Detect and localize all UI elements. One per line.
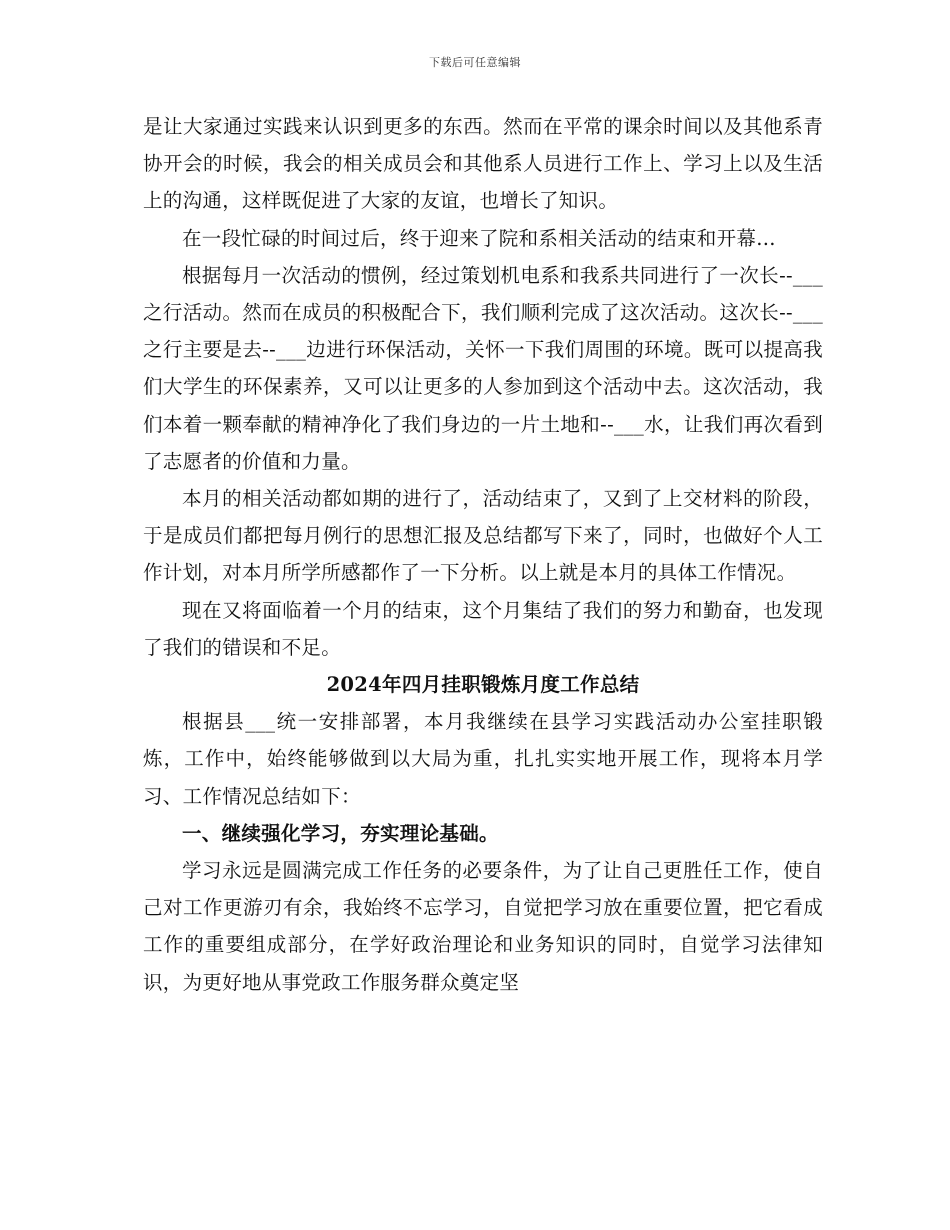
- paragraph-materials-submission: 本月的相关活动都如期的进行了，活动结束了，又到了上交材料的阶段，于是成员们都把每月例行的思想汇报及总结都写下来了，同时，也做好个人工作计划，对本月所学所感都作了一下分析。以上就是本月的具体工作情况。: [143, 487, 823, 585]
- paragraph-continuation: 是让大家通过实践来认识到更多的东西。然而在平常的课余时间以及其他系青协开会的时候，我会的相关成员会和其他系人员进行工作上、学习上以及生活上的沟通，这样既促进了大家的友谊，也增长了知识。: [143, 115, 823, 213]
- paragraph-activity-opening: 在一段忙碌的时间过后，终于迎来了院和系相关活动的结束和开幕...: [182, 226, 776, 250]
- paragraph-intro: 根据县___统一安排部署，本月我继续在县学习实践活动办公室挂职锻炼，工作中，始终能够做到以大局为重，扎扎实实地开展工作，现将本月学习、工作情况总结如下：: [143, 710, 823, 808]
- subheading-study: 一、继续强化学习，夯实理论基础。: [182, 821, 499, 845]
- document-body: [143, 108, 823, 1001]
- page-header-note: 下载后可任意编辑: [429, 56, 521, 69]
- section-title: 2024年四月挂职锻炼月度工作总结: [326, 673, 640, 697]
- paragraph-monthly-activity: 根据每月一次活动的惯例，经过策划机电系和我系共同进行了一次长--___之行活动。然而在成员的积极配合下，我们顺利完成了这次活动。这次长--___之行主要是去--___边进行环保活动，关怀一下我们周围的环境。既可以提高我们大学生的环保素养，又可以让更多的人参加到这个活动中去。这次活动，我们本着一颗奉献的精神净化了我们身边的一片土地和--___水，让我们再次看到了志愿者的价值和力量。: [143, 263, 823, 473]
- paragraph-study: 学习永远是圆满完成工作任务的必要条件，为了让自己更胜任工作，使自己对工作更游刃有余，我始终不忘学习，自觉把学习放在重要位置，把它看成工作的重要组成部分，在学好政治理论和业务知识的同时，自觉学习法律知识，为更好地从事党政工作服务群众奠定坚: [143, 859, 823, 994]
- paragraph-month-end: 现在又将面临着一个月的结束，这个月集结了我们的努力和勤奋，也发现了我们的错误和不足。: [143, 598, 823, 659]
